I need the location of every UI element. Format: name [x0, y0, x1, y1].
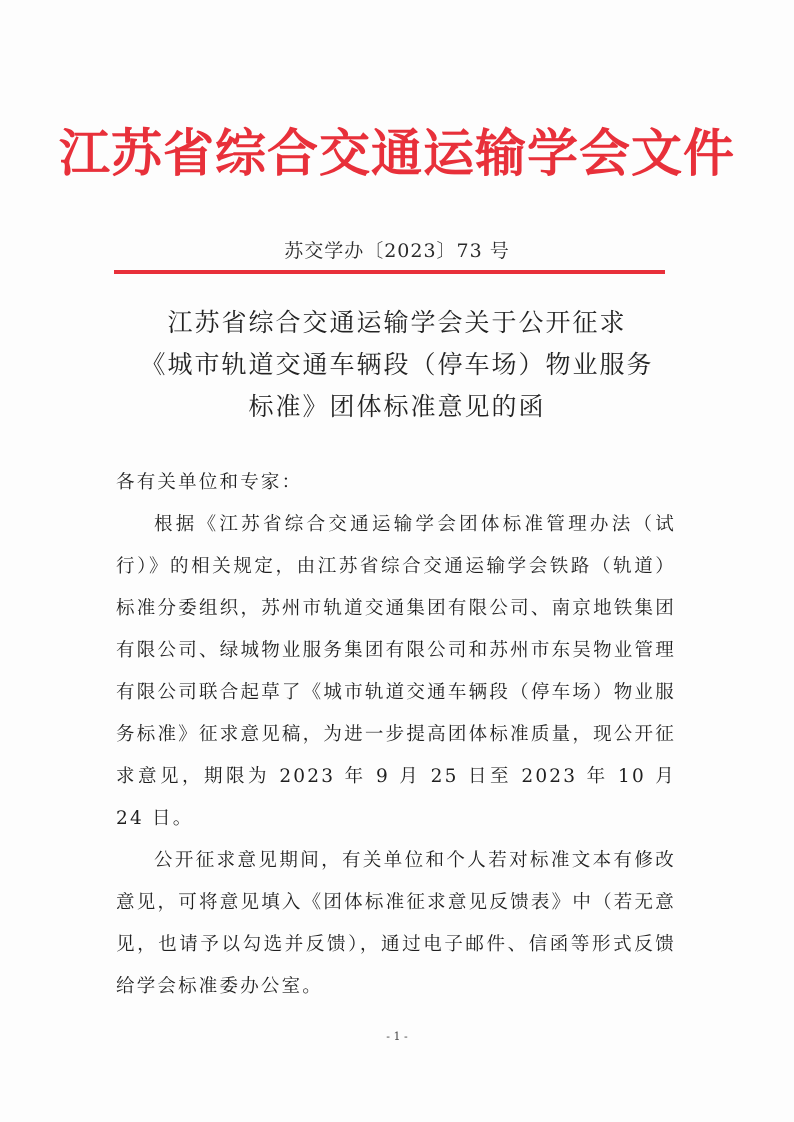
subject-line-2: 《城市轨道交通车辆段（停车场）物业服务: [140, 350, 654, 379]
body-paragraph-2: 公开征求意见期间，有关单位和个人若对标准文本有修改意见，可将意见填入《团体标准征求意见反馈表》中（若无意见，也请予以勾选并反馈），通过电子邮件、信函等形式反馈给学会标准委办公室。: [116, 850, 676, 997]
page-number: - 1 -: [386, 1030, 408, 1043]
document-number: 苏交学办〔2023〕73 号: [284, 240, 510, 262]
subject-line-1: 江苏省综合交通运输学会关于公开征求: [167, 308, 627, 337]
document-header-title: 江苏省综合交通运输学会文件: [58, 124, 735, 184]
body-paragraph-1: 根据《江苏省综合交通运输学会团体标准管理办法（试行）》的相关规定，由江苏省综合交通运输学会铁路（轨道）标准分委组织，苏州市轨道交通集团有限公司、南京地铁集团有限公司、绿城物业服务集团有限公司和苏州市东吴物业管理有限公司联合起草了《城市轨道交通车辆段（停车场）物业服务标准》征求意见稿，为进一步提高团体标准质量，现公开征求意见，期限为 2023 年 9 月 25 日至 2023 年 10 月 24 日。: [116, 514, 676, 829]
letter-subject: [0, 302, 794, 428]
subject-line-3: 标准》团体标准意见的函: [248, 392, 546, 421]
letter-body: [116, 462, 676, 1008]
salutation: 各有关单位和专家：: [116, 472, 303, 493]
red-divider-line: [114, 270, 665, 274]
